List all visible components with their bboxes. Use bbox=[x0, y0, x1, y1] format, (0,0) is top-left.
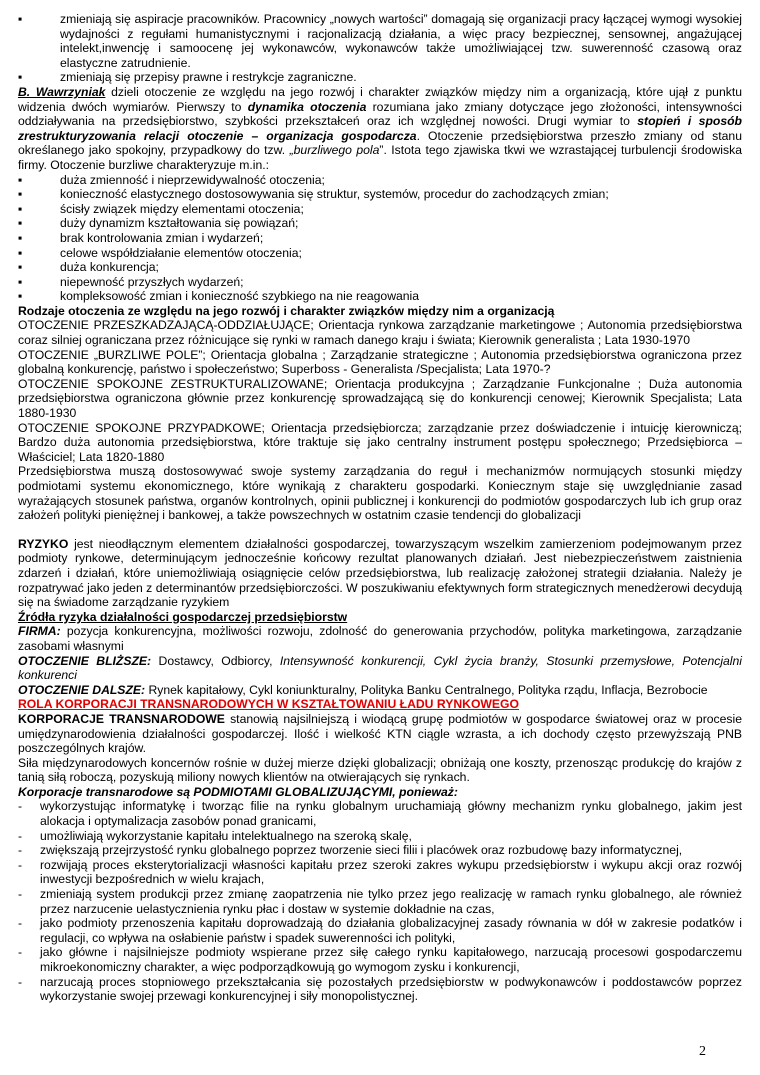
corporations-paragraph: KORPORACJE TRANSNARODOWE stanowią najsilniejszą i wiodącą grupę podmiotów w gospodarce światowej oraz w procesie umiędzynarodowienia działalności gospodarczej. Ilość i wielkość KTN ciągle wzrasta, a ich dochody często przewyższają PNB poszczególnych krajów. bbox=[18, 711, 742, 756]
list-item: ▪ ścisły związek między elementami otoczenia; bbox=[18, 201, 304, 216]
square-bullet-icon: ▪ bbox=[18, 260, 23, 275]
reasons-list bbox=[18, 799, 742, 1003]
list-item: ▪ konieczność elastycznego dostosowywania się struktur, systemów, procedur do zachodzących zmian; bbox=[18, 187, 609, 202]
bullet-item: ▪ zmieniają się aspiracje pracowników. Pracownicy „nowych wartości” domagają się organizacji pracy łączącej wymogi wysokiej wydajności z regułami humanistycznymi i racjonalizacją działania, a więc pracy bezpiecznej, sensownej, angażującej intelekt,inwencję i samoocenę jej wykonawców, wykonawców także umożliwiającej tzw. suwerenność czasową oraz elastyczne zatrudnienie. bbox=[18, 12, 742, 70]
section-heading: Źródła ryzyka działalności gospodarczej przedsiębiorstw bbox=[18, 609, 348, 624]
section-heading: Rodzaje otoczenia ze względu na jego rozwój i charakter związków między nim a organizacją bbox=[18, 303, 555, 318]
dash-bullet-icon: - bbox=[18, 843, 23, 858]
dash-bullet-icon: - bbox=[18, 974, 23, 989]
square-bullet-icon: ▪ bbox=[18, 70, 23, 85]
square-bullet-icon: ▪ bbox=[18, 201, 23, 216]
environment-type-paragraph: OTOCZENIE SPOKOJNE ZESTRUKTURALIZOWANE; Orientacja produkcyjna ; Zarządzanie Funkcjonalne ; Duża autonomia przedsiębiorstwa ograniczona głównie przez konkurencję sprowadzającą się do konkurencji cenowej; Kierownik Specjalista; Lata 1880-1930 bbox=[18, 376, 742, 421]
dash-bullet-icon: - bbox=[18, 857, 23, 872]
list-item: - narzucają proces stopniowego przekształcania się pozostałych przedsiębiorstw w podwykonawców i poddostawców poprzez wykorzystanie swojej przewagi konkurencyjnej i siły monopolistycznej. bbox=[18, 974, 742, 1004]
list-item: - zwiększają przejrzystość rynku globalnego poprzez tworzenie sieci filii i placówek oraz rozbudowę bazy informatycznej, bbox=[18, 843, 683, 858]
section-heading: Korporacje transnarodowe są PODMIOTAMI GLOBALIZUJĄCYMI, ponieważ: bbox=[18, 784, 458, 799]
list-item: ▪ brak kontrolowania zmian i wydarzeń; bbox=[18, 230, 264, 245]
risk-paragraph: RYZYKO jest nieodłącznym elementem działalności gospodarczej, towarzyszącym wszelkim zamierzeniom podejmowanym przez podmioty rynkowe, determinującym jednocześnie końcowy rezultat planowanych działań. Jest niebezpieczeństwem zaistnienia zdarzeń i działań, które uniemożliwiają osiągnięcie celów przedsiębiorstwa, lub realizację założonej strategii działania. Należy je rozpatrywać jako jeden z determinantów przedsiębiorczości. W poszukiwaniu efektywnych form strategicznych menedżerowi decydują się na świadome zarządzanie ryzykiem bbox=[18, 536, 742, 610]
square-bullet-icon: ▪ bbox=[18, 187, 23, 202]
risk-source-firm: FIRMA: pozycja konkurencyjna, możliwości rozwoju, zdolność do generowania przychodów, polityka marketingowa, zarządzanie zasobami własnymi bbox=[18, 624, 742, 653]
square-bullet-icon: ▪ bbox=[18, 245, 23, 260]
environment-type-paragraph: OTOCZENIE „BURZLIWE POLE”; Orientacja globalna ; Zarządzanie strategiczne ; Autonomia przedsiębiorstwa ograniczona przez globalną konkurencję, państwo i społeczeństwo; Superboss - Generalista /Specjalista; Lata 1970-? bbox=[18, 347, 742, 377]
list-item: - jako podmioty przenoszenia kapitału doprowadzają do działania globalizacyjnej zasady równania w dół w zakresie podatków i regulacji, co wpływa na osłabienie państw i spadek suwerenności ich polityki, bbox=[18, 916, 742, 945]
square-bullet-icon: ▪ bbox=[18, 172, 23, 187]
dash-bullet-icon: - bbox=[18, 945, 23, 960]
environment-type-paragraph: OTOCZENIE SPOKOJNE PRZYPADKOWE; Orientacja przedsiębiorcza; zarządzanie przez doświadczenie i intuicję kierowniczą; Bardzo duża autonomia przedsiębiorstwa, które traktuje się jako centralny instrument postępu społecznego; Przedsiębiorca –Właściciel; Lata 1820-1880 bbox=[18, 420, 742, 464]
turbulent-features-list bbox=[18, 173, 742, 304]
list-item: - wykorzystując informatykę i tworząc filie na rynku globalnym uruchamiają główny mechanizm rynku globalnego, jakim jest alokacja i optymalizacja zasobów ponad granicami, bbox=[18, 799, 742, 829]
list-item: - jako główne i najsilniejsze podmioty wspierane przez siłę całego rynku kapitałowego, narzucają procesowi gospodarczemu mikroekonomiczny charakter, a więc podporządkowują go wymogom zysku i konkurencji, bbox=[18, 945, 742, 974]
body-paragraph: Siła międzynarodowych koncernów rośnie w dużej mierze dzięki globalizacji; obniżają one koszty, przenosząc produkcję do krajów z tanią siłą roboczą, pozyskują miliony nowych klientów na otwierających się rynkach. bbox=[18, 755, 742, 785]
list-item: - zmieniają system produkcji przez zmianę zaopatrzenia nie tylko przez jego realizację w ramach rynku globalnego, ale również przez narzucenie uelastycznienia rynku płac i dostaw w systemie dokładnie na czas, bbox=[18, 887, 742, 916]
list-item: ▪ duża konkurencja; bbox=[18, 260, 159, 275]
page-number: 2 bbox=[699, 1044, 706, 1059]
dash-bullet-icon: - bbox=[18, 887, 23, 902]
bullet-item: ▪ zmieniają się przepisy prawne i restrykcje zagraniczne. bbox=[18, 70, 357, 85]
list-item: ▪ duży dynamizm kształtowania się powiązań; bbox=[18, 216, 299, 231]
dash-bullet-icon: - bbox=[18, 828, 23, 843]
list-item: ▪ duża zmienność i nieprzewidywalność otoczenia; bbox=[18, 172, 325, 187]
dash-bullet-icon: - bbox=[18, 916, 23, 931]
square-bullet-icon: ▪ bbox=[18, 216, 23, 231]
square-bullet-icon: ▪ bbox=[18, 230, 23, 245]
list-item: ▪ celowe współdziałanie elementów otoczenia; bbox=[18, 245, 302, 260]
blank-line bbox=[18, 523, 742, 537]
list-item: ▪ kompleksowość zmian i konieczność szybkiego na nie reagowania bbox=[18, 289, 420, 304]
risk-source-further: OTOCZENIE DALSZE: Rynek kapitałowy, Cykl koniunkturalny, Polityka Banku Centralnego, Polityka rządu, Inflacja, Bezrobocie bbox=[18, 682, 708, 697]
body-paragraph: Przedsiębiorstwa muszą dostosowywać swoje systemy zarządzania do reguł i mechanizmów normujących stosunki między podmiotami systemu ekonomicznego, które wynikają z charakteru gospodarki. Koniecznym staje się uwzględnianie zasad wyrażających stosunek państwa, organów kontrolnych, opinii publicznej i konkurencji do podmiotów gospodarczych lub ich grup oraz założeń polityki pieniężnej i bankowej, a także powszechnych w ostatnim czasie tendencji do globalizacji bbox=[18, 464, 742, 523]
list-item: - umożliwiają wykorzystanie kapitału intelektualnego na szeroką skalę, bbox=[18, 828, 412, 843]
square-bullet-icon: ▪ bbox=[18, 12, 23, 26]
environment-type-paragraph: OTOCZENIE PRZESZKADZAJĄCĄ-ODDZIAŁUJĄCE; Orientacja rynkowa zarządzanie marketingowe ; Autonomia przedsiębiorstwa coraz silniej ograniczana przez różnicujące się rynki w ramach danego kraju i świata; Kierownik generalista ; Lata 1930-1970 bbox=[18, 318, 742, 348]
section-heading-red: ROLA KORPORACJI TRANSNARODOWYCH W KSZTAŁTOWANIU ŁADU RYNKOWEGO bbox=[18, 697, 520, 712]
wawrzyniak-paragraph: B. Wawrzyniak dzieli otoczenie ze względu na jego rozwój i charakter związków między nim a organizacją, które ujął z punktu widzenia dwóch wymiarów. Pierwszy to dynamika otoczenia rozumiana jako zmiany dotyczące jego złożoności, intensywności oddziaływania na przedsiębiorstwo, szybkości przekształceń oraz ich względnej nowości. Drugi wymiar to stopień i sposób zrestrukturyzowania relacji otoczenie – organizacja gospodarcza. Otoczenie przedsiębiorstwa przeszło zmiany od stanu określanego jako spokojny, przypadkowy do tzw. „burzliwego pola”. Istota tego zjawiska tkwi we wzrastającej turbulencji środowiska firmy. Otoczenie burzliwe charakteryzuje m.in.: bbox=[18, 84, 743, 172]
risk-source-closer: OTOCZENIE BLIŻSZE: Dostawcy, Odbiorcy, Intensywność konkurencji, Cykl życia branży, Stosunki przemysłowe, Potencjalni konkurenci bbox=[18, 653, 743, 683]
document-page bbox=[18, 12, 742, 1004]
list-item: - rozwijają proces eksterytorializacji własności kapitału przez szeroki zakres wykupu przedsiębiorstw i wykupu akcji oraz rozwój inwestycji bezpośrednich w wielu krajach, bbox=[18, 857, 742, 887]
square-bullet-icon: ▪ bbox=[18, 274, 23, 289]
square-bullet-icon: ▪ bbox=[18, 289, 23, 304]
list-item: ▪ niepewność przyszłych wydarzeń; bbox=[18, 274, 244, 289]
author-name: B. Wawrzyniak bbox=[18, 84, 106, 99]
dash-bullet-icon: - bbox=[18, 799, 23, 814]
